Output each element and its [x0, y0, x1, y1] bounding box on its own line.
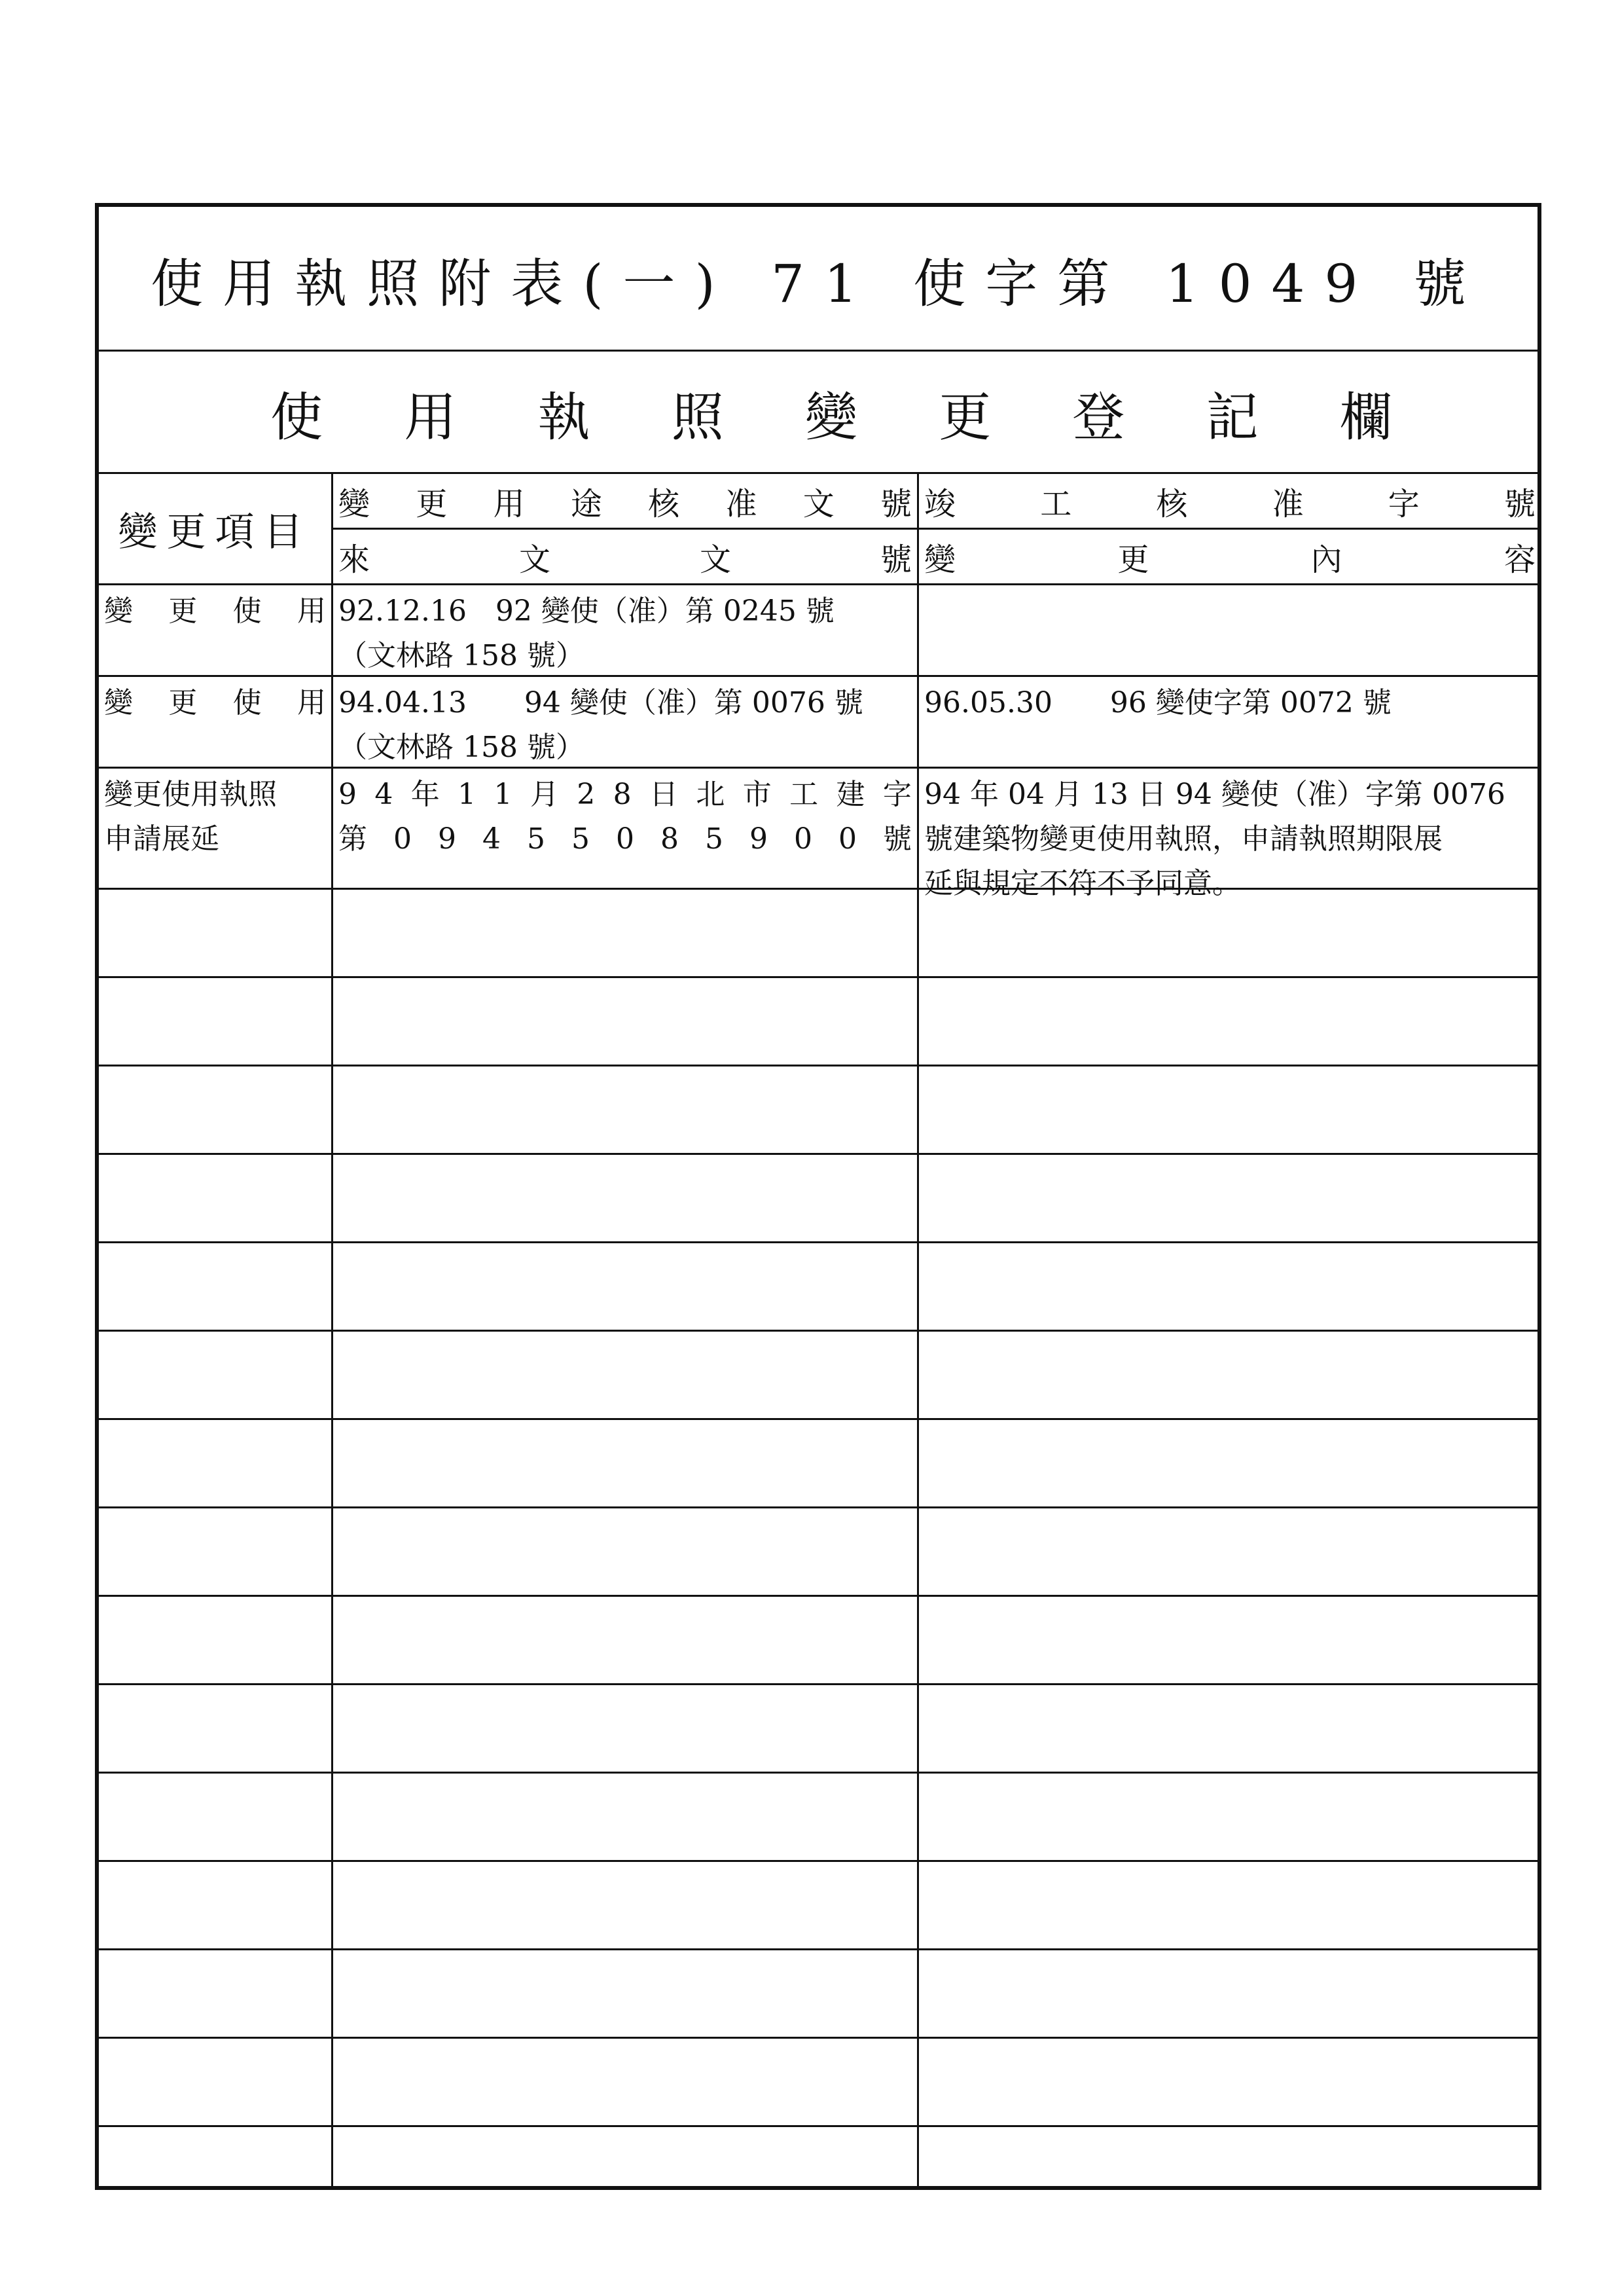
row-divider [99, 1683, 1537, 1685]
table-row [99, 677, 331, 765]
table-row [99, 769, 331, 900]
row-divider [99, 1153, 1537, 1155]
form-subtitle: 使 用 執 照 變 更 登 記 欄 [270, 387, 1392, 448]
header-change-item: 變更項目 [118, 509, 312, 555]
header-incoming-doc: 來 文 文 號 [338, 541, 912, 578]
row-divider [99, 1595, 1537, 1597]
header-completion-no: 竣 工 核 准 字 號 [924, 485, 1536, 522]
table-row [99, 585, 331, 674]
row-divider [99, 976, 1537, 978]
form-frame [95, 203, 1541, 2190]
row-divider [99, 1772, 1537, 1774]
doc-line: 第 0 9 4 5 5 0 8 5 9 0 0 號 [338, 822, 912, 856]
doc-line: 9 4 年 1 1 月 2 8 日 北 市 工 建 字 [338, 778, 912, 811]
doc-line: 94.04.13 94 變使（准）第 0076 號 [338, 686, 863, 720]
change-content-cell [919, 677, 1541, 765]
row-divider [99, 2125, 1537, 2127]
doc-line: 92.12.16 92 變使（准）第 0245 號 [338, 594, 835, 628]
header-change-content: 變 更 內 容 [924, 541, 1536, 578]
row-divider [99, 1860, 1537, 1862]
approval-doc-cell [333, 677, 917, 765]
header-approval-doc: 變 更 用 途 核 准 文 號 [338, 485, 912, 522]
divider [99, 350, 1537, 352]
row-divider [99, 1065, 1537, 1066]
change-item: 申請展延 [104, 822, 219, 856]
content-line: 延與規定不符不予同意。 [924, 867, 1241, 900]
row-divider [99, 1418, 1537, 1420]
change-item: 變更使用執照 [104, 778, 277, 811]
row-divider [99, 2037, 1537, 2039]
approval-doc-cell [333, 585, 917, 674]
doc-line: （文林路 158 號） [338, 731, 584, 764]
row-divider [99, 1330, 1537, 1332]
content-line: 96.05.30 96 變使字第 0072 號 [924, 686, 1392, 720]
row-divider [99, 888, 1537, 890]
content-line: 94 年 04 月 13 日 94 變使（准）字第 0076 [924, 778, 1505, 811]
row-divider [99, 1241, 1537, 1243]
form-title: 使用執照附表(一) 71 使字第 1049 號 [151, 253, 1486, 314]
row-divider [99, 1506, 1537, 1508]
change-item: 變 更 使 用 [104, 686, 326, 720]
change-item: 變 更 使 用 [104, 594, 326, 628]
content-line: 號建築物變更使用執照，申請執照期限展 [924, 822, 1443, 856]
row-divider [99, 1948, 1537, 1950]
doc-line: （文林路 158 號） [338, 639, 584, 672]
approval-doc-cell [333, 769, 917, 900]
change-content-cell [919, 769, 1541, 900]
